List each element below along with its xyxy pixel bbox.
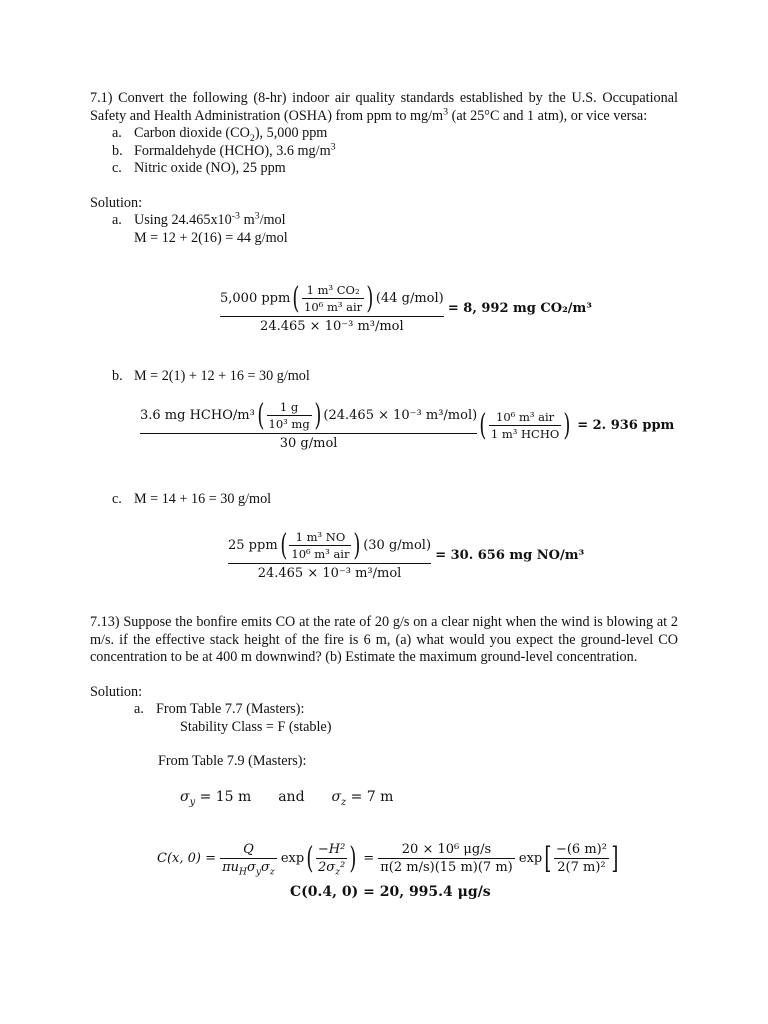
- solution-c-line: c. M = 14 + 16 = 30 g/mol: [112, 491, 272, 507]
- solution-13-a-line1: a. From Table 7.7 (Masters):: [134, 701, 305, 717]
- plume-result: C(0.4, 0) = 20, 995.4 μg/s: [290, 884, 491, 900]
- solution-a-line1: a. Using $24.465x10^{-3}$ $m^3$/mol: [112, 210, 286, 228]
- problem-7-13-prompt: 7.13) Suppose the bonfire emits CO at the rate of 20 g/s on a clear night when the wind is blowing at 2 m/s. if the effective stack height of the fire is 6 m, (a) what would you expect the ground-level CO concentration to be at 400 m downwind? (b) Estimate the maximum ground-level concentration.: [90, 614, 678, 665]
- document-page: [90, 90, 678, 247]
- solution-13-a-line3: From Table 7.9 (Masters):: [158, 753, 307, 769]
- solution-13-a-line2: Stability Class = F (stable): [180, 718, 332, 735]
- problem-7-1-items: [90, 125, 678, 178]
- equation-c: 25 ppm( $\frac{\text{1 m³ NO}}{\text{10⁶ m³ air}}$ ) (30 g/mol) 24.465 × 10⁻³ m³/mol = 30. 656 mg NO/m³: [228, 527, 585, 581]
- plume-equation: C(x, 0) = $\frac{Q}{\pi u_H\sigma_y\sigma_z}$ exp( $\frac{\text{−H²}}{2\sigma_z^2}$ ) = $\frac{\text{20 × 10⁶ μg/s}}{\pi(2 m/s)(15 m)(7 m)}$ exp[ $\frac{\text{−(6 m)²}}{\text{2(7 m)²}}$ ]: [157, 840, 619, 878]
- list-item: c. Nitric oxide (NO), 25 ppm: [112, 160, 286, 176]
- equation-a: 5,000 ppm( $\frac{\text{1 m³ CO₂}}{\text{10⁶ m³ air}}$ ) (44 g/mol) 24.465 × 10⁻³ m³/mol = 8, 992 mg CO₂/m³: [220, 280, 592, 334]
- solution-label-1: Solution:: [90, 194, 143, 211]
- solution-label-2: Solution:: [90, 683, 143, 700]
- solution-b-line: b. M = 2(1) + 12 + 16 = 30 g/mol: [112, 368, 310, 384]
- sigma-values: $\sigma_y = 15$ m and $\sigma_z = 7$ m: [180, 789, 394, 808]
- problem-7-13: [90, 614, 678, 771]
- list-item: a. Carbon dioxide $(CO_2)$, 5,000 ppm: [112, 125, 328, 144]
- equation-b: 3.6 mg HCHO/m³( $\frac{1 g}{\text{10³ mg}}$ ) (24.465 × 10⁻³ m³/mol) 30 g/mol ( $\frac{\text{10⁶ m³ air}}{\text{1 m³ HCHO}}$ ) = 2. 936 ppm: [140, 397, 675, 451]
- problem-7-1-prompt: 7.1) Convert the following (8-hr) indoor air quality standards established by the U.S. Occupational Safety and Health Administration (OSHA) from ppm to $mg/m^3$ (at 25°C and 1 atm), or vice versa:: [90, 90, 678, 124]
- section-c: [90, 491, 678, 509]
- solution-a-line2: M = 12 + 2(16) = 44 g/mol: [134, 229, 288, 246]
- section-b: [90, 368, 678, 386]
- list-item: b. Formaldehyde (HCHO), 3.6 $mg/m^3$: [112, 140, 336, 159]
